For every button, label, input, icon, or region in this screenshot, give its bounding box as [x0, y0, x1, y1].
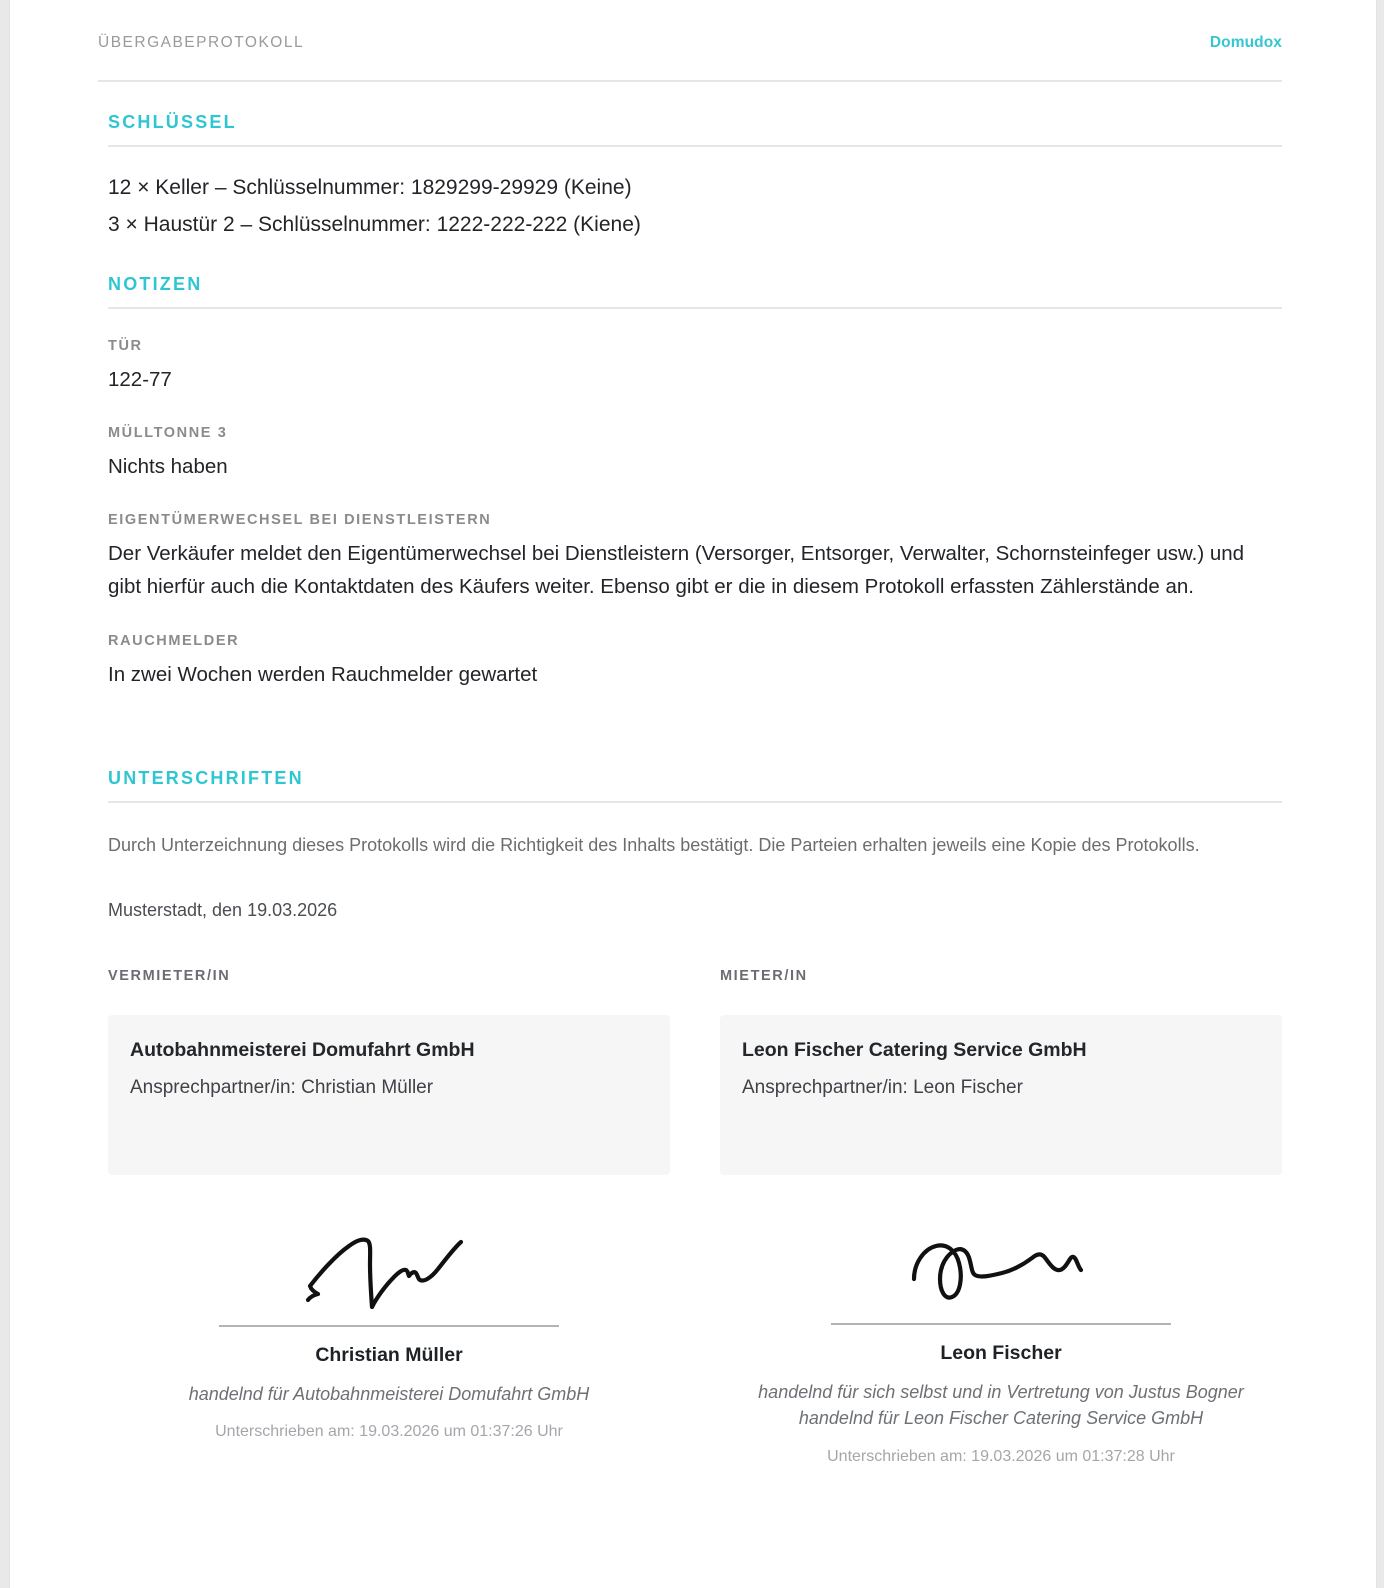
signature-line	[219, 1325, 559, 1327]
signature-timestamp: Unterschrieben am: 19.03.2026 um 01:37:26 Uhr	[215, 1423, 563, 1441]
signatory-capacity-line-2: handelnd für Leon Fischer Catering Service GmbH	[798, 1408, 1204, 1429]
party-role-label: VERMIETER/IN	[108, 967, 231, 984]
party-contact-person: Ansprechpartner/in: Leon Fischer	[742, 1076, 1023, 1098]
signature-timestamp: Unterschrieben am: 19.03.2026 um 01:37:28 Uhr	[827, 1447, 1175, 1465]
note-value: Der Verkäufer meldet den Eigentümerwechsel bei Dienstleistern (Versorger, Entsorger, Verwalter, Schornsteinfeger usw.) und gibt hierfür auch die Kontaktdaten des Käufers weiter. Ebenso gibt er die in diesem Protokoll erfassten Zählerstände an.	[108, 542, 1245, 599]
signatures-section-title: UNTERSCHRIFTEN	[108, 767, 304, 788]
note-item	[98, 338, 1282, 396]
brand-logo: Domudox	[1209, 34, 1282, 51]
list-item: 3 × Haustür 2 – Schlüsselnummer: 1222-222-222 (Kiene)	[108, 213, 641, 237]
signature-block-landlord	[108, 1215, 670, 1466]
document-header	[98, 0, 1282, 82]
signature-canvas	[108, 1215, 670, 1315]
signature-blocks-row	[98, 1215, 1282, 1466]
signatory-capacity-line-1: handelnd für sich selbst und in Vertretung von Justus Bogner	[758, 1381, 1244, 1402]
party-company-name: Leon Fischer Catering Service GmbH	[742, 1038, 1087, 1061]
parties-row	[98, 968, 1282, 1175]
list-item: 12 × Keller – Schlüsselnummer: 1829299-29929 (Keine)	[108, 176, 632, 199]
signature-stroke-icon	[294, 1215, 484, 1315]
party-role-label: MIETER/IN	[720, 967, 808, 984]
signature-line	[831, 1323, 1171, 1325]
note-item	[98, 512, 1282, 603]
party-card	[720, 1015, 1282, 1175]
signatory-capacity: handelnd für Autobahnmeisterei Domufahrt GmbH	[188, 1383, 590, 1404]
document-page	[9, 0, 1377, 1588]
signatory-name: Leon Fischer	[940, 1341, 1062, 1364]
keys-section-title: SCHLÜSSEL	[108, 112, 237, 132]
signature-block-tenant	[720, 1215, 1282, 1466]
note-label: TÜR	[108, 337, 143, 354]
party-tenant	[720, 968, 1282, 1175]
keys-section	[98, 82, 1282, 244]
signatory-name: Christian Müller	[315, 1343, 463, 1366]
keys-list	[98, 147, 1282, 244]
note-item	[98, 425, 1282, 483]
signature-stroke-icon	[906, 1215, 1096, 1315]
party-company-name: Autobahnmeisterei Domufahrt GmbH	[130, 1038, 475, 1061]
signature-canvas	[720, 1215, 1282, 1315]
note-label: RAUCHMELDER	[108, 632, 240, 649]
signatory-capacity	[720, 1379, 1282, 1432]
party-card	[108, 1015, 670, 1175]
party-landlord	[108, 968, 670, 1175]
signature-intro-text: Durch Unterzeichnung dieses Protokolls wird die Richtigkeit des Inhalts bestätigt. Die Parteien erhalten jeweils eine Kopie des Protokolls.	[108, 834, 1200, 855]
note-item	[98, 633, 1282, 691]
section-divider	[108, 801, 1282, 803]
party-contact-person: Ansprechpartner/in: Christian Müller	[130, 1076, 434, 1098]
note-label: MÜLLTONNE 3	[108, 424, 228, 441]
note-value: 122-77	[108, 367, 172, 391]
note-value: In zwei Wochen werden Rauchmelder gewartet	[108, 662, 538, 686]
notes-section	[98, 244, 1282, 691]
document-content	[98, 0, 1282, 1466]
section-divider	[108, 307, 1282, 309]
note-label: EIGENTÜMERWECHSEL BEI DIENSTLEISTERN	[108, 512, 492, 529]
note-value: Nichts haben	[108, 454, 228, 478]
signatures-section	[98, 691, 1282, 1466]
page-title: ÜBERGABEPROTOKOLL	[98, 34, 305, 51]
notes-section-title: NOTIZEN	[108, 273, 203, 294]
place-and-date: Musterstadt, den 19.03.2026	[108, 899, 338, 920]
